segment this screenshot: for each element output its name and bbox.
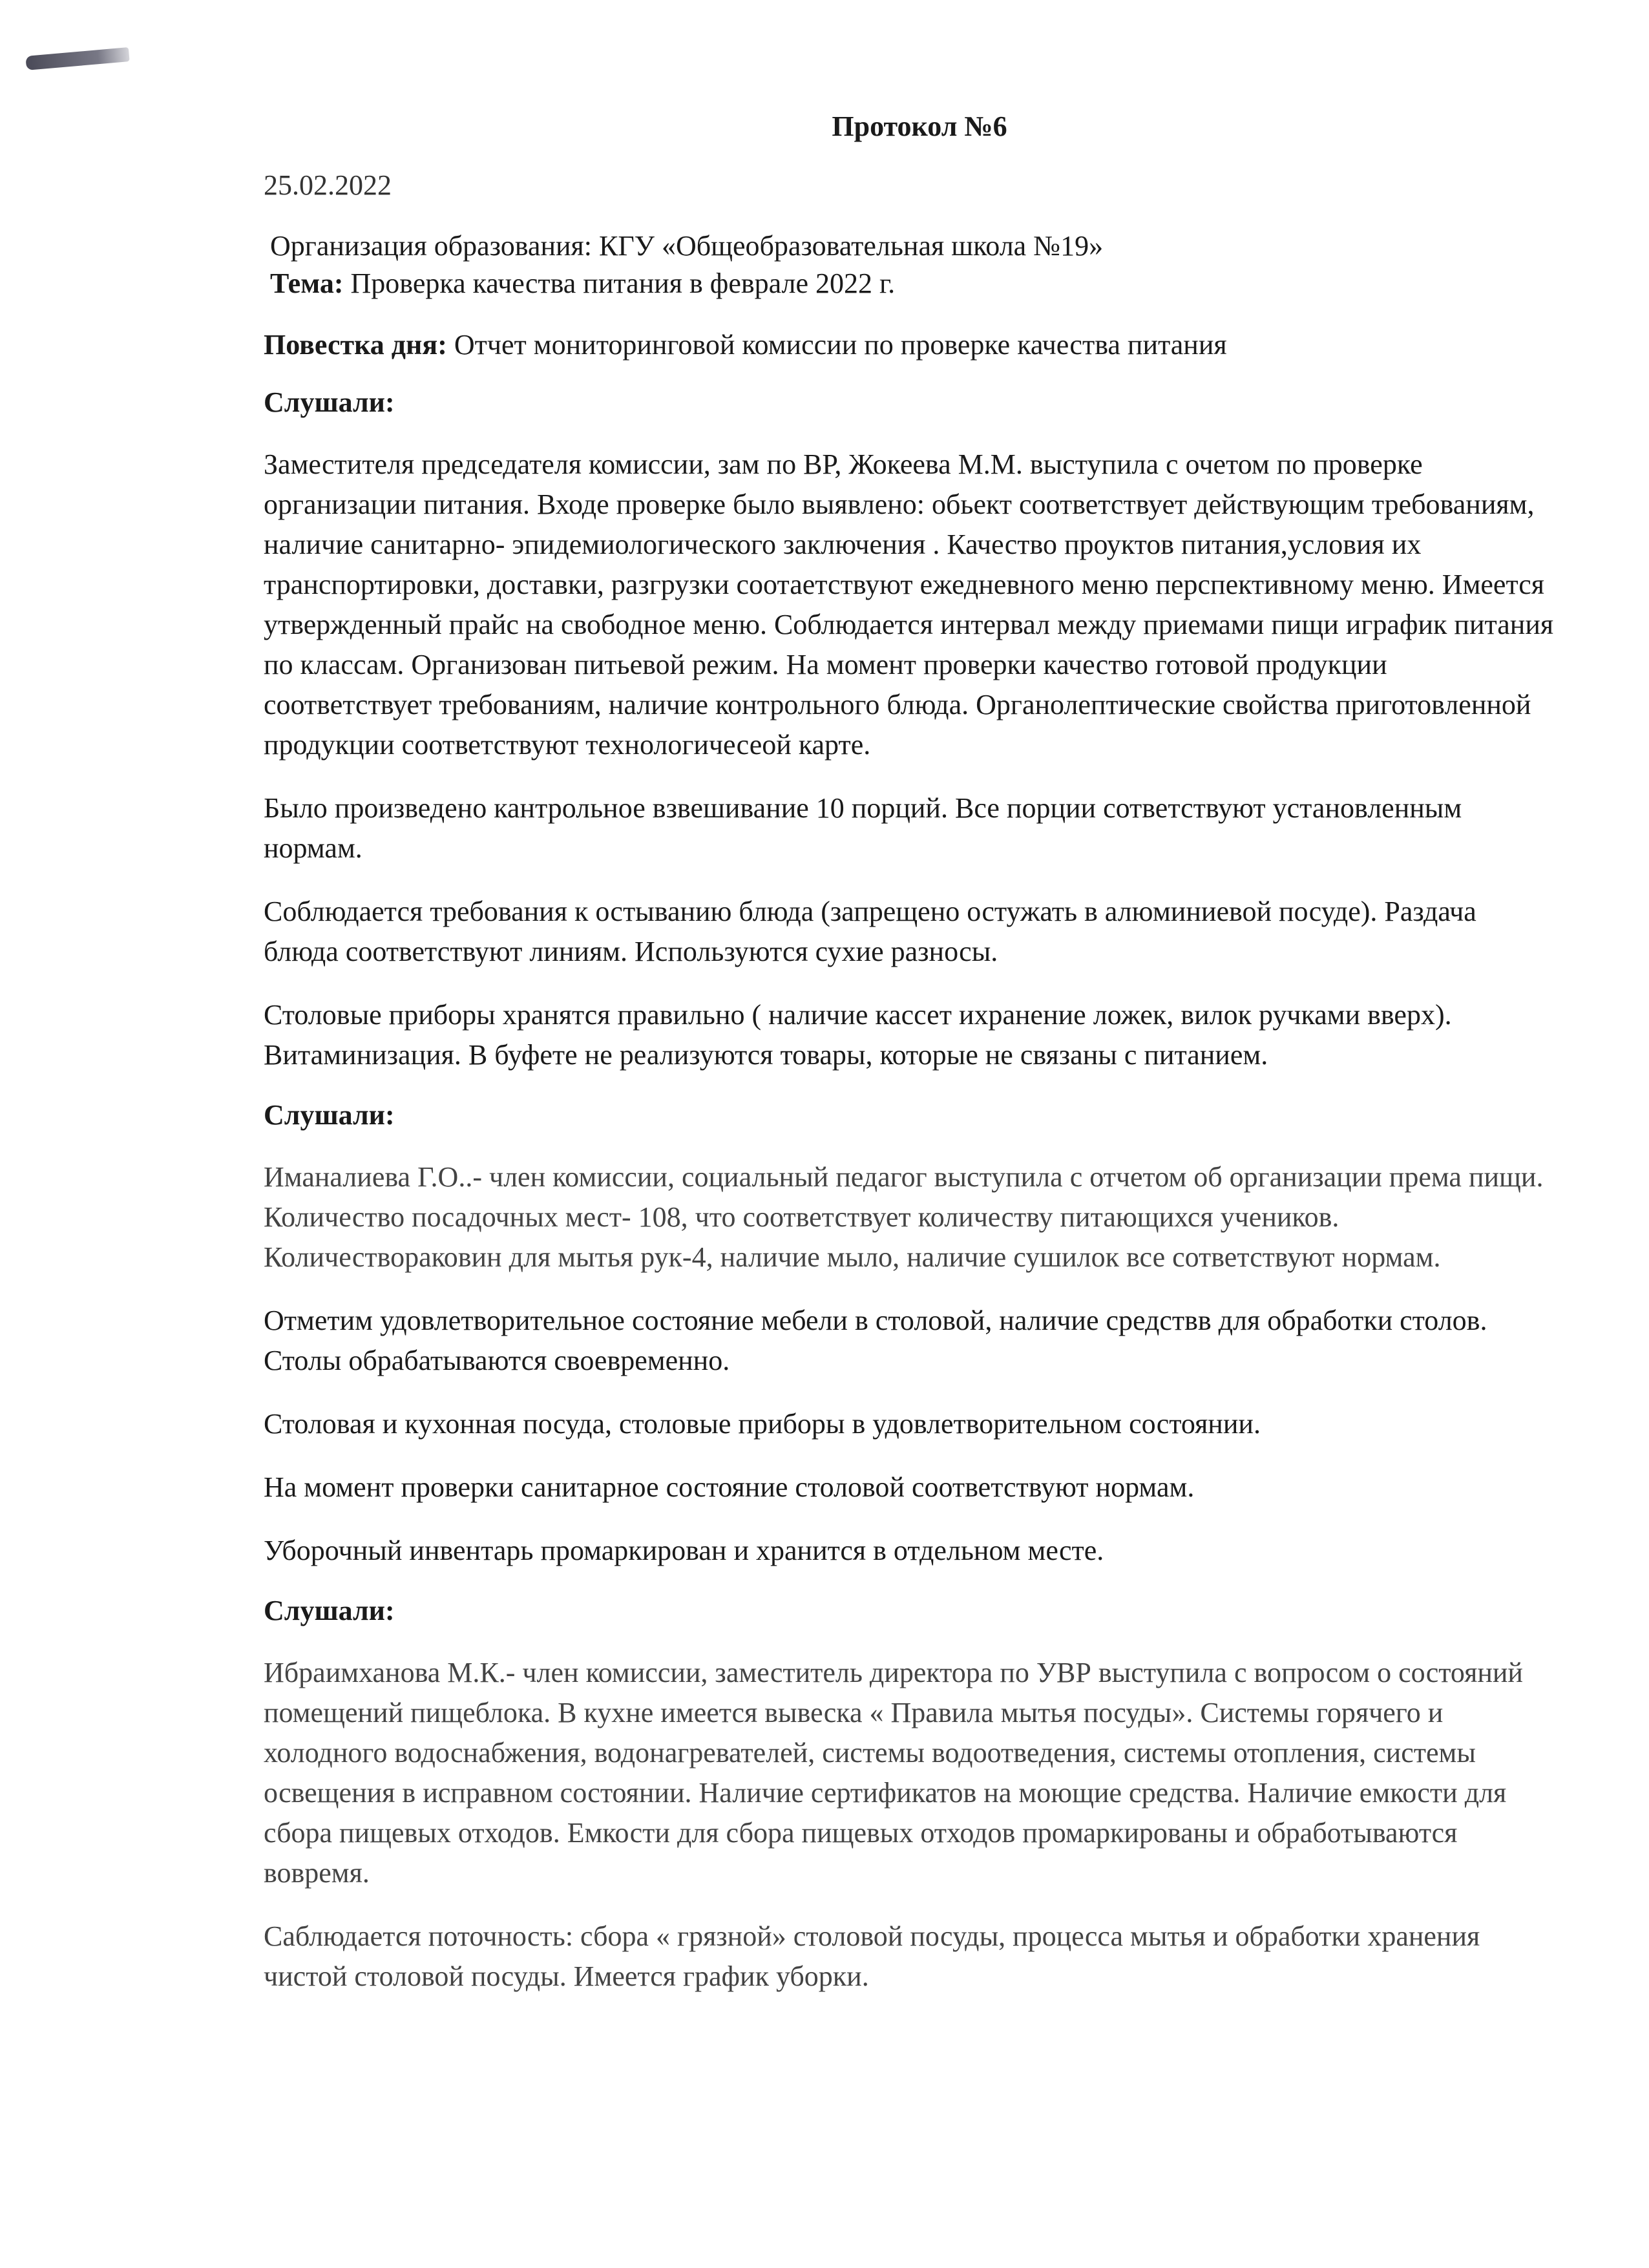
paragraph: Отметим удовлетворительное состояние мебели в столовой, наличие средствв для обработки столов. Столы обрабатываются своевременно. (264, 1305, 1487, 1376)
document-page (264, 110, 1556, 2020)
paragraph: Столовая и кухонная посуда, столовые приборы в удовлетворительном состоянии. (264, 1408, 1261, 1440)
paragraph: Саблюдается поточность: сбора « грязной» столовой посуды, процесса мытья и обработки хранения чистой столовой посуды. Имеется график уборки. (264, 1920, 1480, 1992)
section-2 (264, 1098, 1556, 1571)
organization-line (270, 227, 1556, 265)
organization-value: КГУ «Общеобразовательная школа №19» (592, 230, 1104, 262)
topic-line (270, 265, 1556, 302)
topic-value: Проверка качества питания в феврале 2022 г. (343, 268, 896, 299)
section-1 (264, 386, 1556, 1075)
paragraph: Уборочный инвентарь промаркирован и хранится в отдельном месте. (264, 1535, 1104, 1566)
paragraph: Соблюдается требования к остыванию блюда (запрещено остужать в алюминиевой посуде). Раздача блюда соответствуют линиям. Используются сухие разносы. (264, 896, 1476, 967)
paragraph: Иманалиева Г.О..- член комиссии, социальный педагог выступила с отчетом об организации према пищи. Количество посадочных мест- 108, что соответствует количеству питающихся учеников. Количествораковин для мытья рук-4, наличие мыло, наличие сушилок все сответствуют нормам. (264, 1161, 1544, 1273)
pen-mark (25, 47, 129, 70)
section-heading: Слушали: (264, 1099, 395, 1131)
document-title: Протокол №6 (832, 110, 1007, 142)
paragraph: На момент проверки санитарное состояние столовой соответствуют нормам. (264, 1471, 1195, 1503)
section-heading: Слушали: (264, 1595, 395, 1626)
paragraph: Столовые приборы хранятся правильно ( наличие кассет ихранение ложек, вилок ручками вверх). Витаминизация. В буфете не реализуются товары, которые не связаны с питанием. (264, 999, 1452, 1071)
section-heading: Слушали: (264, 386, 395, 418)
organization-label: Организация образования: (270, 230, 593, 262)
agenda-line (264, 328, 1556, 361)
paragraph: Было произведено кантрольное взвешивание 10 порций. Все порции сответствуют установленным нормам. (264, 792, 1462, 864)
paragraph: Заместителя председателя комиссии, зам по ВР, Жокеева М.М. выступила с очетом по проверке организации питания. Входе проверке было выявлено: обьект соответствует действующим требованиям, наличие санитарно- эпидемиологического заключения . Качество проуктов питания,условия их транспортировки, доставки, разгрузки соотаетствуют ежедневного меню перспективному меню. Имеется утвержденный прайс на свободное меню. Соблюдается интервал между приемами пищи играфик питания по классам. Организован питьевой режим. На момент проверки качество готовой продукции соответствует требованиям, наличие контрольного блюда. Органолептические свойства приготовленной продукции соответствуют технологичесеой карте. (264, 448, 1554, 761)
agenda-value: Отчет мониторинговой комиссии по проверке качества питания (446, 329, 1227, 361)
document-date: 25.02.2022 (264, 169, 392, 201)
section-3 (264, 1594, 1556, 1997)
paragraph: Ибраимханова М.К.- член комиссии, заместитель директора по УВР выступила с вопросом о состояний помещений пищеблока. В кухне имеется вывеска « Правила мытья посуды». Системы горячего и холодного водоснабжения, водонагревателей, системы водоотведения, системы отопления, системы освещения в исправном состоянии. Наличие сертификатов на моющие средства. Наличие емкости для сбора пищевых отходов. Емкости для сбора пищевых отходов промаркированы и обработываются вовремя. (264, 1657, 1523, 1889)
topic-label: Тема: (270, 268, 344, 299)
agenda-label: Повестка дня: (264, 329, 447, 361)
